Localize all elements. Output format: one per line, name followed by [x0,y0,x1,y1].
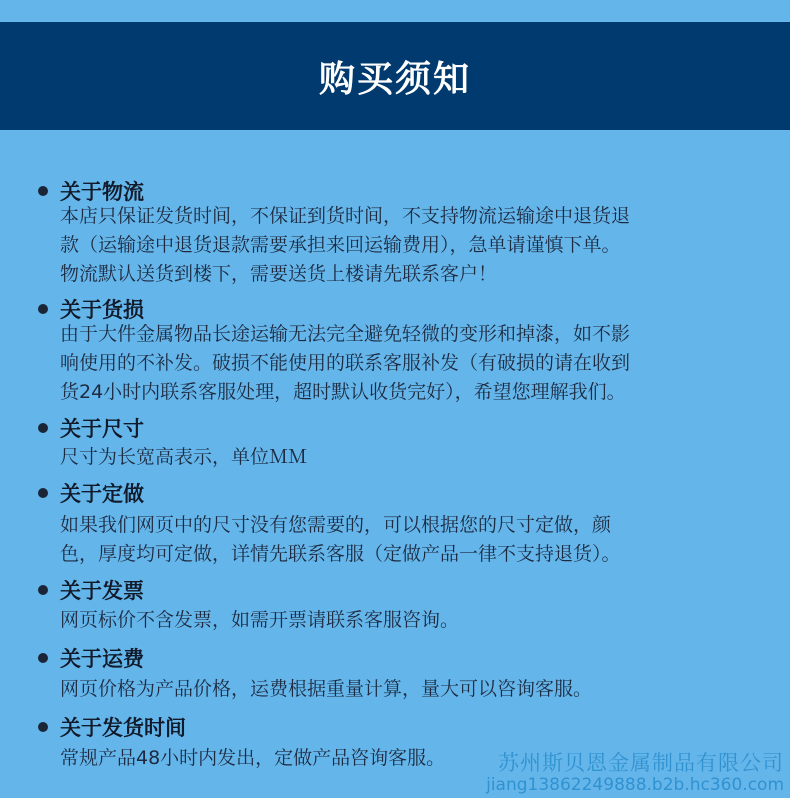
section-line: 由于大件金属物品长途运输无法完全避免轻微的变形和掉漆，如不影 [60,323,631,345]
section-line: 尺寸为长宽高表示，单位ＭＭ [60,446,308,468]
section-body [60,744,445,773]
section-line: 常规产品48小时内发出，定做产品咨询客服。 [60,747,446,769]
section-title: 关于尺寸 [60,417,144,441]
section-line: 网页价格为产品价格，运费根据重量计算，量大可以咨询客服。 [60,678,593,700]
section-line: 物流默认送货到楼下，需要送货上楼请先联系客户！ [60,263,498,285]
page-header [0,22,790,130]
bullet-icon [38,423,48,433]
section-title: 关于发票 [60,579,144,603]
section-line: 本店只保证发货时间，不保证到货时间，不支持物流运输途中退货退 [60,205,631,227]
section-line: 如果我们网页中的尺寸没有您需要的，可以根据您的尺寸定做，颜 [60,514,612,536]
section-line: 色，厚度均可定做，详情先联系客服（定做产品一律不支持退货）。 [60,543,621,565]
section-line: 网页标价不含发票，如需开票请联系客服咨询。 [60,609,460,631]
section-body [60,320,630,407]
section-line: 货24小时内联系客服处理，超时默认收货完好），希望您理解我们。 [60,381,626,403]
bullet-icon [38,186,48,196]
section-body [60,202,630,289]
section-line: 款（运输途中退货退款需要承担来回运输费用），急单请谨慎下单。 [60,234,621,256]
bullet-icon [38,585,48,595]
section-body [60,675,592,704]
page-title: 购买须知 [318,58,471,100]
bullet-icon [38,722,48,732]
watermark-site: jiang13862249888.b2b.hc360.com [486,775,784,795]
section-title: 关于物流 [60,180,144,204]
section-title: 关于定做 [60,482,144,506]
section-title: 关于货损 [60,298,144,322]
watermark [486,752,784,796]
bullet-icon [38,488,48,498]
top-strip [0,0,790,22]
section-body [60,443,307,472]
bullet-icon [38,653,48,663]
section-body [60,511,621,569]
bullet-icon [38,304,48,314]
section-body [60,606,459,635]
section-line: 响使用的不补发。破损不能使用的联系客服补发（有破损的请在收到 [60,352,631,374]
section-title: 关于运费 [60,647,144,671]
section-title: 关于发货时间 [60,716,186,740]
watermark-company: 苏州斯贝恩金属制品有限公司 [498,751,784,775]
